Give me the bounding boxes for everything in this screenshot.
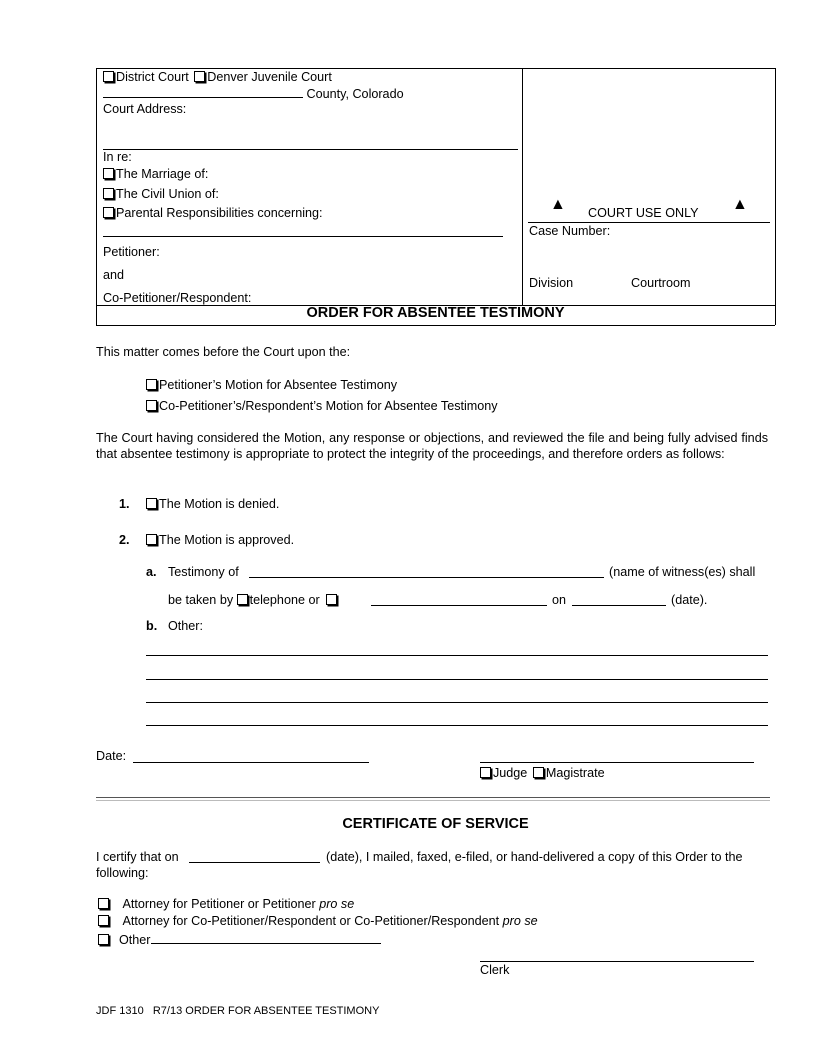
order-date-blank[interactable] <box>133 762 369 763</box>
other-method-blank[interactable] <box>371 605 547 606</box>
clerk-signature-line[interactable] <box>480 961 754 962</box>
item2-number: 2. <box>119 533 130 547</box>
court-use-only-label: COURT USE ONLY <box>588 206 699 220</box>
other-label: Other: <box>168 619 203 633</box>
county-row <box>103 86 404 102</box>
section-divider <box>96 797 770 801</box>
findings-paragraph: The Court having considered the Motion, any response or objections, and reviewed the file and being fully advised finds that absentee testimony is appropriate to protect the integrity of the proceedings, and therefore orders as follows: <box>96 431 768 461</box>
district-court-checkbox[interactable] <box>103 71 114 82</box>
on-label: on <box>552 593 567 607</box>
motion-petitioner-checkbox[interactable] <box>146 379 157 390</box>
judge-checkbox[interactable] <box>480 767 491 778</box>
option1-label: Attorney for Petitioner or Petitioner <box>122 897 316 911</box>
motion-co-petitioner-checkbox[interactable] <box>146 400 157 411</box>
court-address-label: Court Address: <box>103 102 187 116</box>
civil-union-row <box>103 187 219 202</box>
date-label: Date: <box>96 749 127 763</box>
other-line-4[interactable] <box>146 725 768 726</box>
option1-checkbox[interactable] <box>98 898 109 909</box>
testimony-of-label: Testimony of <box>168 565 239 579</box>
civil-union-label: The Civil Union of: <box>116 187 219 201</box>
approved-checkbox[interactable] <box>146 534 157 545</box>
option3-blank[interactable] <box>151 932 381 944</box>
footer-form-id: JDF 1310 R7/13 ORDER FOR ABSENTEE TESTIMONY <box>96 1005 380 1017</box>
other-line-1[interactable] <box>146 655 768 656</box>
other-line-2[interactable] <box>146 679 768 680</box>
option1-italic: pro se <box>319 897 355 911</box>
county-blank[interactable] <box>103 86 303 98</box>
denied-checkbox[interactable] <box>146 498 157 509</box>
in-re-label: In re: <box>103 150 132 164</box>
co-petitioner-label: Co-Petitioner/Respondent: <box>103 291 252 305</box>
motion-petitioner-label: Petitioner’s Motion for Absentee Testimony <box>159 378 398 392</box>
county-label: County, Colorado <box>306 87 404 101</box>
case-number-label: Case Number: <box>529 224 611 238</box>
approved-label: The Motion is approved. <box>159 533 295 547</box>
petitioner-label: Petitioner: <box>103 245 160 259</box>
court-type-row <box>103 70 332 85</box>
marriage-label: The Marriage of: <box>116 167 209 181</box>
telephone-checkbox[interactable] <box>237 594 248 605</box>
judge-magistrate-row <box>480 766 605 781</box>
telephone-label: telephone or <box>249 593 320 607</box>
be-taken-by-label: be taken by <box>168 593 234 607</box>
option2-italic: pro se <box>502 914 538 928</box>
denver-juvenile-checkbox[interactable] <box>194 71 205 82</box>
sub-a-label: a. <box>146 565 157 579</box>
parental-checkbox[interactable] <box>103 207 114 218</box>
option3-checkbox[interactable] <box>98 934 109 945</box>
service-option-3 <box>98 932 381 948</box>
other-method-checkbox[interactable] <box>326 594 337 605</box>
motion-co-petitioner-label: Co-Petitioner’s/Respondent’s Motion for Absentee Testimony <box>159 399 498 413</box>
denied-label: The Motion is denied. <box>159 497 280 511</box>
judge-signature-line[interactable] <box>480 762 754 763</box>
motion-co-petitioner-row <box>146 399 498 414</box>
certify-rest: (date), I mailed, faxed, e-filed, or hand-delivered a copy of this Order to the <box>326 850 743 864</box>
judge-label: Judge <box>493 766 528 780</box>
magistrate-checkbox[interactable] <box>533 767 544 778</box>
marriage-checkbox[interactable] <box>103 168 114 179</box>
motion-petitioner-row <box>146 378 397 393</box>
name-of-witness-label: (name of witness(es) shall <box>609 565 756 579</box>
item2-row <box>146 533 294 548</box>
parental-label: Parental Responsibilities concerning: <box>116 206 323 220</box>
triangle-left-icon: ▲ <box>550 196 566 213</box>
be-taken-by-row <box>168 593 339 608</box>
courtroom-label: Courtroom <box>631 276 691 290</box>
district-court-label: District Court <box>116 70 189 84</box>
civil-union-checkbox[interactable] <box>103 188 114 199</box>
witness-name-blank[interactable] <box>249 577 604 578</box>
and-label: and <box>103 268 125 282</box>
service-date-blank[interactable] <box>189 862 320 863</box>
other-line-3[interactable] <box>146 702 768 703</box>
option2-label: Attorney for Co-Petitioner/Respondent or Co-Petitioner/Respondent <box>122 914 500 928</box>
division-label: Division <box>529 276 574 290</box>
certify-start: I certify that on <box>96 850 179 864</box>
order-title: ORDER FOR ABSENTEE TESTIMONY <box>306 305 565 321</box>
service-option-1 <box>98 897 354 912</box>
intro-text: This matter comes before the Court upon the: <box>96 345 351 359</box>
clerk-label: Clerk <box>480 963 510 977</box>
marriage-row <box>103 167 208 182</box>
magistrate-label: Magistrate <box>545 766 605 780</box>
certificate-title: CERTIFICATE OF SERVICE <box>342 816 529 832</box>
denver-juvenile-label: Denver Juvenile Court <box>207 70 332 84</box>
service-option-2 <box>98 914 538 929</box>
date-paren-label: (date). <box>671 593 708 607</box>
option3-label: Other <box>119 933 151 947</box>
triangle-right-icon: ▲ <box>732 196 748 213</box>
certify-end: following: <box>96 866 149 880</box>
parental-row <box>103 206 323 221</box>
item1-row <box>146 497 279 512</box>
sub-b-label: b. <box>146 619 158 633</box>
option2-checkbox[interactable] <box>98 915 109 926</box>
item1-number: 1. <box>119 497 130 511</box>
testimony-date-blank[interactable] <box>572 605 666 606</box>
